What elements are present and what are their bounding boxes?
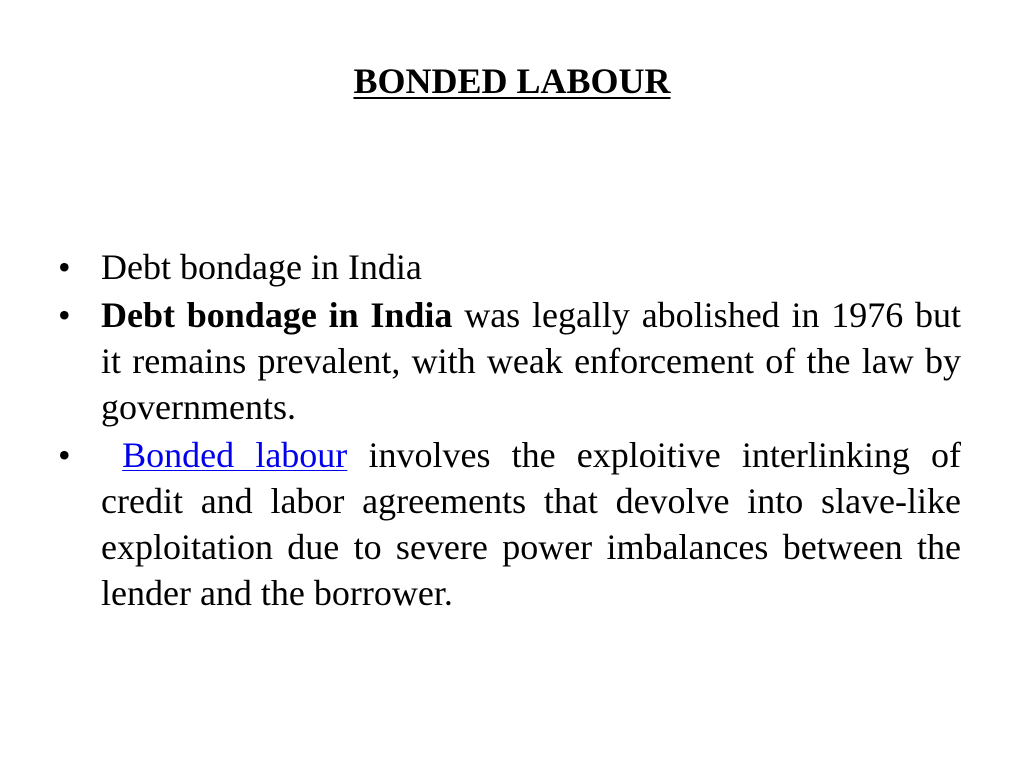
bullet-item-1 — [0, 244, 961, 290]
bonded-labour-link[interactable]: Bonded labour — [122, 435, 348, 475]
bullet-list — [0, 244, 1024, 618]
bullet-text: involves the exploitive interlinking of credit and labor agreements that devolve into slave-like exploitation due to severe power imbalances between the lender and the borrower. — [101, 435, 962, 613]
bullet-dot-icon: • — [58, 247, 71, 287]
bullet-dot-icon: • — [58, 295, 71, 335]
slide-title — [0, 58, 1024, 104]
bullet-item-2 — [0, 292, 961, 430]
slide-title-text: BONDED LABOUR — [353, 61, 671, 101]
bullet-bold-lead: Debt bondage in India — [101, 295, 453, 335]
bullet-item-3 — [0, 432, 961, 616]
bullet-text: was legally abolished in 1976 but it remains prevalent, with weak enforcement of the law by governments. — [101, 295, 961, 427]
bullet-text: Debt bondage in India — [101, 247, 422, 287]
bullet-dot-icon: • — [58, 435, 71, 475]
